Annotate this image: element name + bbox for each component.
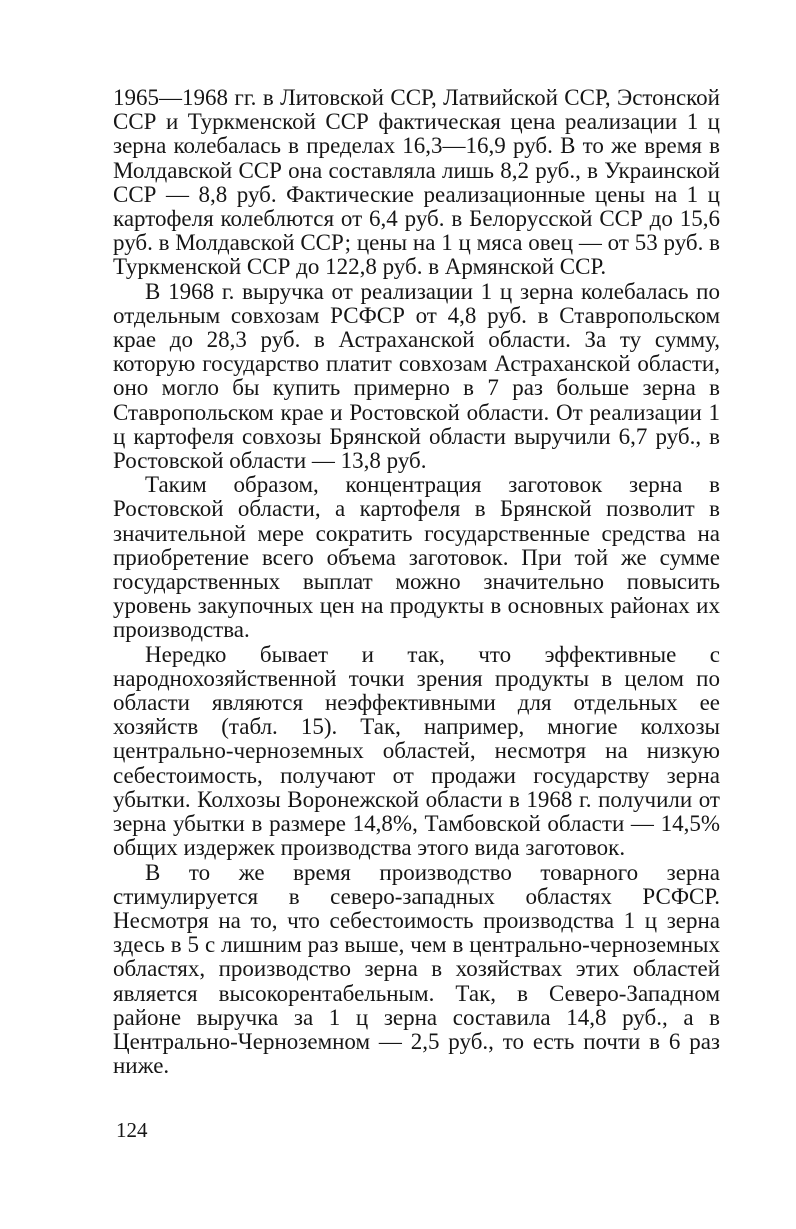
paragraph-5: В то же время производство товарного зерна стимулируется в северо-западных областях РСФСР. Несмотря на то, что себестоимость производства 1 ц зерна здесь в 5 с лишним раз выше, чем в центрально-черноземных областях, производство зерна в хозяйствах этих областей является высокорентабельным. Так, в Северо-Западном районе выручка за 1 ц зерна составила 14,8 руб., а в Центрально-Черноземном — 2,5 руб., то есть почти в 6 раз ниже.: [113, 859, 720, 1079]
paragraph-2: В 1968 г. выручка от реализации 1 ц зерна колебалась по отдельным совхозам РСФСР от 4,8 руб. в Ставропольском крае до 28,3 руб. в Астраханской области. За ту сумму, которую государство платит совхозам Астраханской области, оно могло бы купить примерно в 7 раз больше зерна в Ставропольском крае и Ростовской области. От реализации 1 ц картофеля совхозы Брянской области выручили 6,7 руб., в Ростовской области — 13,8 руб.: [113, 278, 720, 474]
paragraph-1: 1965—1968 гг. в Литовской ССР, Латвийской ССР, Эстонской ССР и Туркменской ССР фактическая цена реализации 1 ц зерна колебалась в пределах 16,3—16,9 руб. В то же время в Молдавской ССР она составляла лишь 8,2 руб., в Украинской ССР — 8,8 руб. Фактические реализационные цены на 1 ц картофеля колеблются от 6,4 руб. в Белорусской ССР до 15,6 руб. в Молдавской ССР; цены на 1 ц мяса овец — от 53 руб. в Туркменской ССР до 122,8 руб. в Армянской ССР.: [113, 85, 720, 280]
paragraph-4: Нередко бывает и так, что эффективные с народнохозяйственной точки зрения продукты в целом по области являются неэффективными для отдельных ее хозяйств (табл. 15). Так, например, многие колхозы центрально-черноземных областей, несмотря на низкую себестоимость, получают от продажи государству зерна убытки. Колхозы Воронежской области в 1968 г. получили от зерна убытки в размере 14,8%, Тамбовской области — 14,5% общих издержек производства этого вида заготовок.: [113, 641, 720, 861]
body-text: [113, 86, 720, 1078]
paragraph-3: Таким образом, концентрация заготовок зерна в Ростовской области, а картофеля в Брянской позволит в значительной мере сократить государственные средства на приобретение всего объема заготовок. При той же сумме государственных выплат можно значительно повысить уровень закупочных цен на продукты в основных районах их производства.: [113, 472, 720, 643]
page-number: 124: [116, 1118, 148, 1142]
